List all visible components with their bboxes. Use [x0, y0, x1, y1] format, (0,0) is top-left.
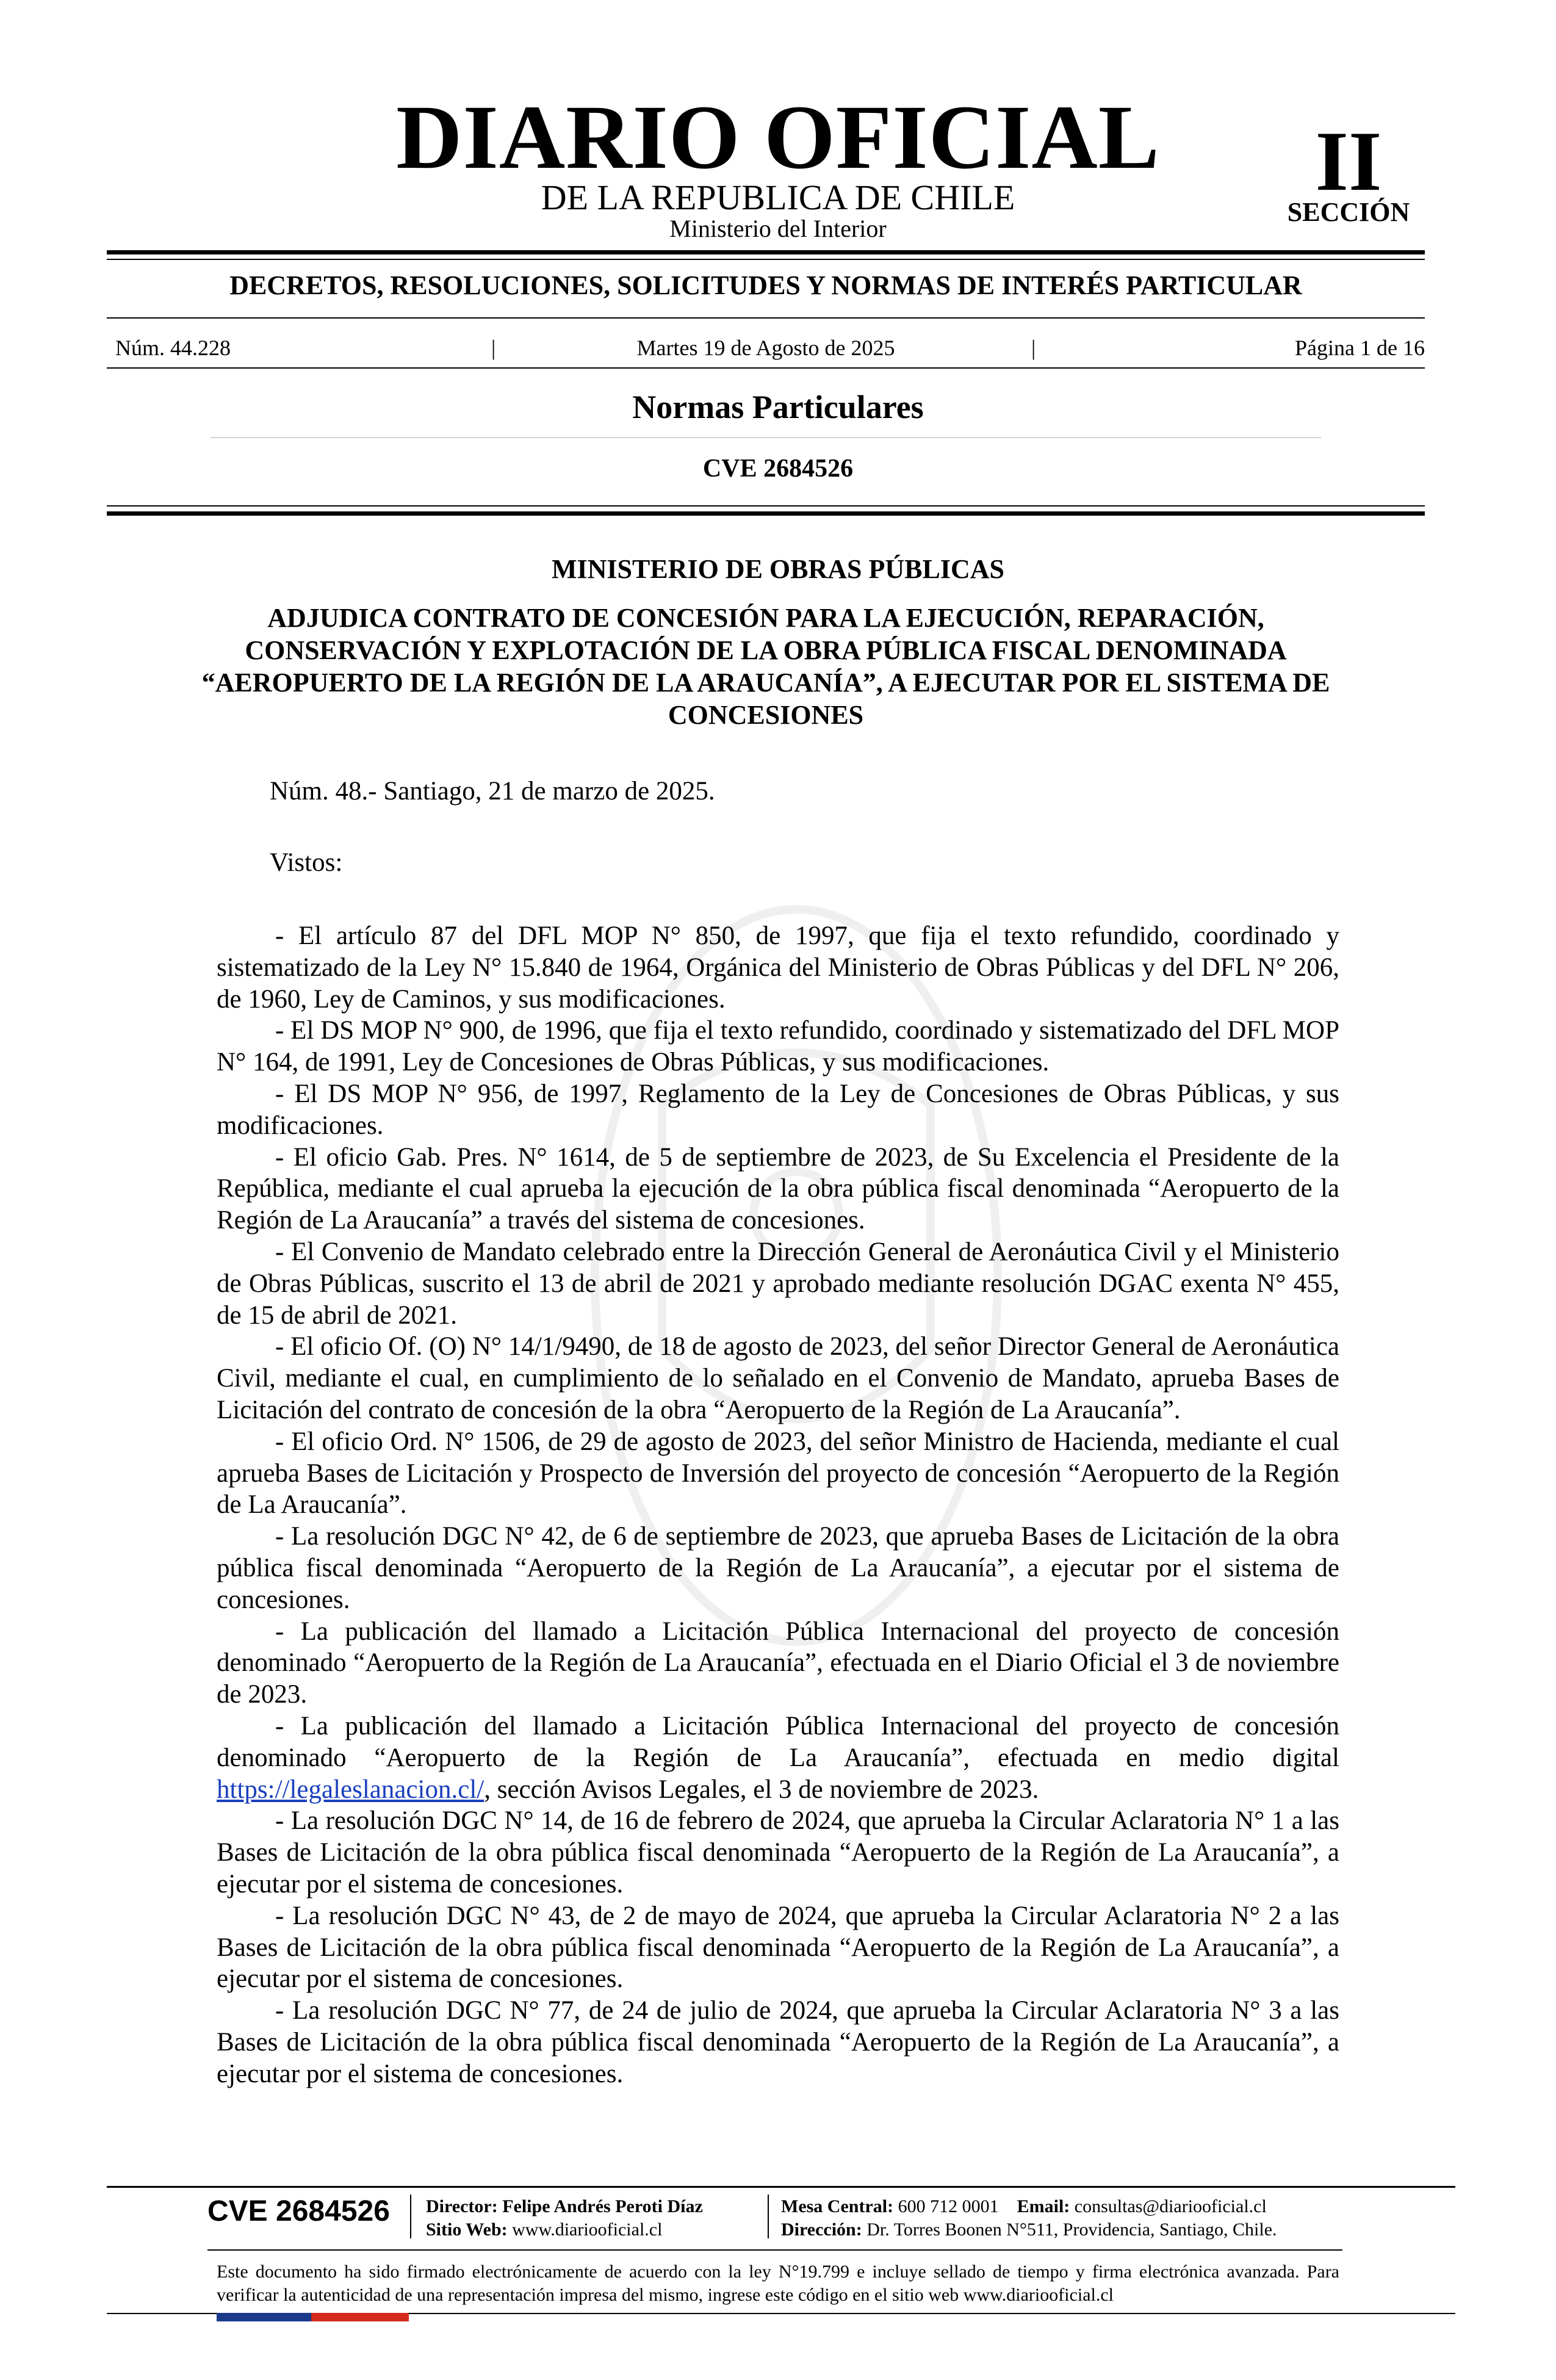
list-item: - La resolución DGC N° 14, de 16 de febrero de 2024, que aprueba la Circular Aclaratoria N° 1 a las Bases de Licitación de la obra pública fiscal denominada “Aeropuerto de la Región de La Araucanía”, a ejecutar por el sistema de concesiones.	[217, 1806, 1339, 1899]
phone-value: 600 712 0001	[898, 2196, 999, 2216]
director-value: Felipe Andrés Peroti Díaz	[502, 2196, 703, 2216]
issue-number: Núm. 44.228	[115, 336, 231, 360]
cve-rule-thick	[107, 511, 1425, 516]
footer-rule-top	[107, 2186, 1455, 2188]
footer-rule-middle	[207, 2249, 1342, 2251]
heading-rule-top	[107, 317, 1425, 319]
address-value: Dr. Torres Boonen N°511, Providencia, Santiago, Chile.	[866, 2220, 1277, 2240]
issue-date: Martes 19 de Agosto de 2025	[636, 336, 895, 360]
email-value[interactable]: consultas@diariooficial.cl	[1074, 2196, 1267, 2216]
list-item: - El oficio Gab. Pres. N° 1614, de 5 de septiembre de 2023, de Su Excelencia el Presidente de la República, mediante el cual aprueba la ejecución de la obra pública fiscal denominada “Aeropuerto de la Región de La Araucanía” a través del sistema de concesiones.	[217, 1142, 1339, 1235]
masthead-subtitle: DE LA REPUBLICA DE CHILE	[541, 178, 1015, 217]
flag-stripe-blue	[217, 2313, 311, 2321]
masthead-ministry: Ministerio del Interior	[669, 215, 887, 242]
norm-type-title: Normas Particulares	[632, 389, 924, 425]
list-item: - El DS MOP N° 900, de 1996, que fija el texto refundido, coordinado y sistematizado del DFL MOP N° 164, de 1991, Ley de Concesiones de Obras Públicas, y sus modificaciones.	[217, 1016, 1339, 1077]
address-label: Dirección:	[781, 2220, 862, 2240]
flag-stripe-red	[311, 2313, 409, 2321]
decree-number-line: Núm. 48.- Santiago, 21 de marzo de 2025.	[270, 777, 715, 806]
section-number: II	[1315, 114, 1382, 209]
issue-separator: |	[491, 336, 496, 360]
footer-contact-left	[426, 2195, 703, 2241]
issue-page: Página 1 de 16	[1295, 336, 1425, 360]
legales-la-nacion-link[interactable]: https://legaleslanacion.cl/	[217, 1775, 484, 1804]
norm-type-divider	[211, 437, 1321, 438]
section-label: SECCIÓN	[1287, 197, 1410, 227]
issue-row	[107, 336, 1425, 360]
list-item: - El artículo 87 del DFL MOP N° 850, de 1997, que fija el texto refundido, coordinado y sistematizado de la Ley N° 15.840 de 1964, Orgánica del Ministerio de Obras Públicas y del DFL N° 206, de 1960, Ley de Caminos, y sus modificaciones.	[217, 921, 1339, 1014]
director-label: Director:	[426, 2196, 498, 2216]
list-item	[217, 1711, 1339, 1805]
list-item: - La resolución DGC N° 77, de 24 de julio de 2024, que aprueba la Circular Aclaratoria N° 3 a las Bases de Licitación de la obra pública fiscal denominada “Aeropuerto de la Región de La Araucanía”, a ejecutar por el sistema de concesiones.	[217, 1996, 1339, 2088]
footer-signature-note: Este documento ha sido firmado electrónicamente de acuerdo con la ley N°19.799 e incluye sellado de tiempo y firma electrónica avanzada. Para verificar la autenticidad de una representación impresa del mismo, ingrese este código en el sitio web www.diariooficial.cl	[217, 2262, 1339, 2305]
document-title: ADJUDICA CONTRATO DE CONCESIÓN PARA LA EJECUCIÓN, REPARACIÓN, CONSERVACIÓN Y EXPLOTACIÓN DE LA OBRA PÚBLICA FISCAL DENOMINADA “AEROPUERTO DE LA REGIÓN DE LA ARAUCANÍA”, A EJECUTAR POR EL SISTEMA DE CONCESIONES	[201, 603, 1330, 730]
footer-divider	[410, 2194, 411, 2238]
list-item-text: - La publicación del llamado a Licitación Pública Internacional del proyecto de concesión denominado “Aeropuerto de la Región de La Araucanía”, efectuada en medio digital	[217, 1711, 1339, 1772]
list-item: - El oficio Of. (O) N° 14/1/9490, de 18 de agosto de 2023, del señor Director General de Aeronáutica Civil, mediante el cual, en cumplimiento de lo señalado en el Convenio de Mandato, aprueba Bases de Licitación del contrato de concesión de la obra “Aeropuerto de la Región de La Araucanía”.	[217, 1332, 1339, 1424]
list-item: - El oficio Ord. N° 1506, de 29 de agosto de 2023, del señor Ministro de Hacienda, mediante el cual aprueba Bases de Licitación y Prospecto de Inversión del proyecto de concesión “Aeropuerto de la Región de La Araucanía”.	[217, 1427, 1339, 1520]
document-ministry: MINISTERIO DE OBRAS PÚBLICAS	[551, 554, 1005, 584]
site-value[interactable]: www.diariooficial.cl	[512, 2220, 663, 2240]
phone-label: Mesa Central:	[781, 2196, 894, 2216]
list-item: - El Convenio de Mandato celebrado entre la Dirección General de Aeronáutica Civil y el Ministerio de Obras Públicas, suscrito el 13 de abril de 2021 y aprobado mediante resolución DGAC exenta N° 455, de 15 de abril de 2021.	[217, 1237, 1339, 1330]
list-item: - La resolución DGC N° 42, de 6 de septiembre de 2023, que aprueba Bases de Licitación de la obra pública fiscal denominada “Aeropuerto de la Región de La Araucanía”, a ejecutar por el sistema de concesiones.	[217, 1522, 1339, 1614]
cve-rule-thin	[107, 505, 1425, 507]
cve-header: CVE 2684526	[702, 455, 854, 483]
section-heading: DECRETOS, RESOLUCIONES, SOLICITUDES Y NORMAS DE INTERÉS PARTICULAR	[229, 270, 1302, 300]
list-item-text: , sección Avisos Legales, el 3 de noviembre de 2023.	[484, 1775, 1039, 1804]
masthead-rule-thin	[107, 259, 1425, 260]
footer-divider	[768, 2194, 769, 2238]
list-item: - El DS MOP N° 956, de 1997, Reglamento de la Ley de Concesiones de Obras Públicas, y sus modificaciones.	[217, 1079, 1339, 1140]
vistos-label: Vistos:	[270, 848, 343, 877]
footer-cve-code: CVE 2684526	[207, 2195, 390, 2227]
issue-rule-bottom	[107, 367, 1425, 369]
site-label: Sitio Web:	[426, 2220, 508, 2240]
vistos-list	[217, 920, 1339, 2090]
footer-contact-right	[781, 2195, 1277, 2241]
email-label: Email:	[1017, 2196, 1070, 2216]
list-item: - La publicación del llamado a Licitación Pública Internacional del proyecto de concesión denominado “Aeropuerto de la Región de La Araucanía”, efectuada en el Diario Oficial el 3 de noviembre de 2023.	[217, 1617, 1339, 1709]
list-item: - La resolución DGC N° 43, de 2 de mayo de 2024, que aprueba la Circular Aclaratoria N° 2 a las Bases de Licitación de la obra pública fiscal denominada “Aeropuerto de la Región de La Araucanía”, a ejecutar por el sistema de concesiones.	[217, 1901, 1339, 1994]
issue-separator: |	[1031, 336, 1036, 360]
masthead-rule-thick	[107, 250, 1425, 254]
masthead-title: DIARIO OFICIAL	[396, 87, 1160, 188]
